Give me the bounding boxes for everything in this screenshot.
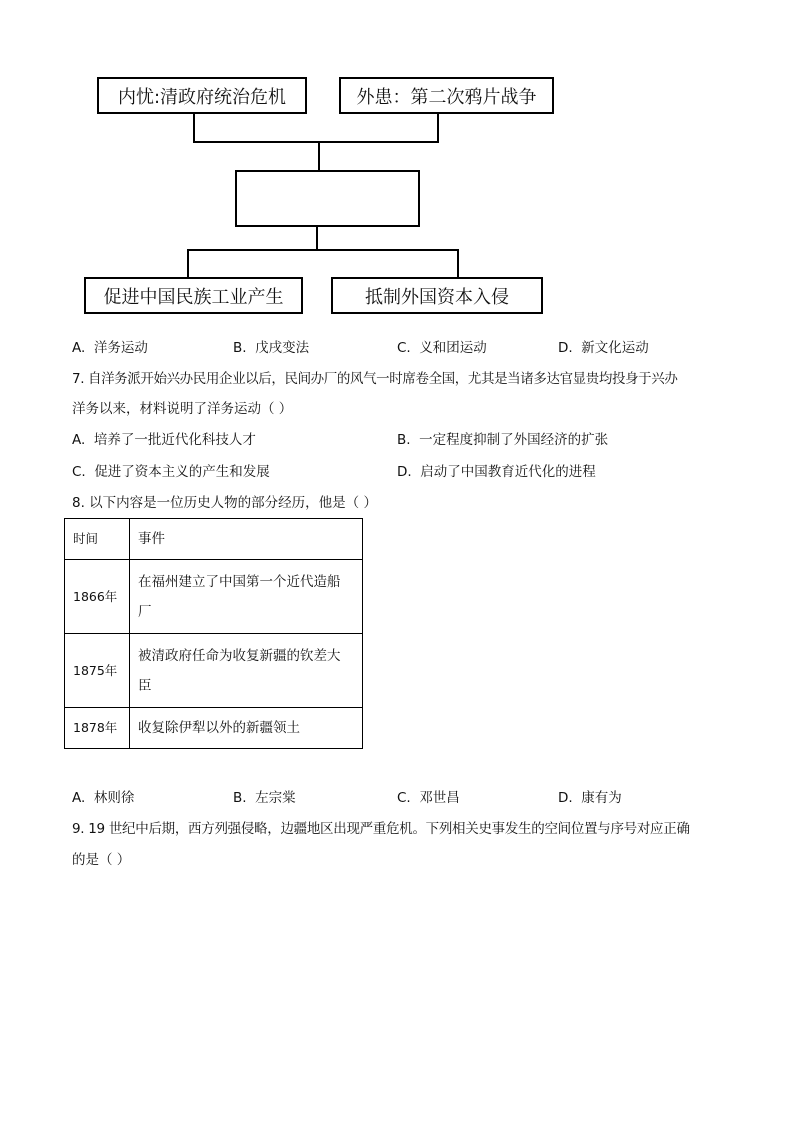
table-row [65,634,363,708]
q9-stem-line1: 9. 19 世纪中后期，西方列强侵略，边疆地区出现严重危机。下列相关史事发生的空间位置与序号对应正确 [72,821,690,837]
q8-option-c[interactable]: C. 邓世昌 [397,790,460,806]
connector-line [193,141,439,143]
connector-line [457,249,459,277]
connector-line [187,249,189,277]
q9-stem-line2: 的是（ ） [72,852,131,868]
diagram-box-label: 内忧:清政府统治危机 [117,86,287,108]
q8-option-a[interactable]: A. 林则徐 [72,790,135,806]
q7-option-a[interactable]: A. 培养了一批近代化科技人才 [72,432,256,448]
diagram-box-label: 外患：第二次鸦片战争 [356,86,537,108]
diagram-box-external-crisis [339,77,554,114]
q8-history-table [64,518,363,749]
q6-option-a[interactable]: A. 洋务运动 [72,340,148,356]
diagram-box-label: 抵制外国资本入侵 [365,286,509,308]
diagram-box-answer-blank [235,170,420,227]
connector-line [437,114,439,142]
q8-stem: 8. 以下内容是一位历史人物的部分经历，他是（ ） [72,495,377,511]
q7-option-c[interactable]: C. 促进了资本主义的产生和发展 [72,464,270,480]
q7-stem-line1: 7. 自洋务派开始兴办民用企业以后，民间办厂的风气一时席卷全国，尤其是当诸多达官显贵均投身于兴办 [72,371,678,387]
table-cell-event: 被清政府任命为收复新疆的钦差大 臣 [130,634,363,708]
connector-line [318,141,320,171]
q8-option-b[interactable]: B. 左宗棠 [233,790,296,806]
table-cell-year: 1878年 [65,708,130,749]
diagram-box-internal-crisis [97,77,307,114]
table-header-cell: 事件 [130,519,363,560]
connector-line [316,227,318,250]
diagram-box-national-industry [84,277,303,314]
connector-line [187,249,459,251]
table-cell-event: 收复除伊犁以外的新疆领土 [130,708,363,749]
q7-option-d[interactable]: D. 启动了中国教育近代化的进程 [397,464,596,480]
table-cell-year: 1866年 [65,560,130,634]
q7-option-b[interactable]: B. 一定程度抑制了外国经济的扩张 [397,432,609,448]
q6-option-d[interactable]: D. 新文化运动 [558,340,649,356]
table-cell-event: 在福州建立了中国第一个近代造船 厂 [130,560,363,634]
q6-option-c[interactable]: C. 义和团运动 [397,340,487,356]
q8-option-d[interactable]: D. 康有为 [558,790,622,806]
q6-option-b[interactable]: B. 戊戌变法 [233,340,310,356]
table-row [65,708,363,749]
diagram-box-label: 促进中国民族工业产生 [103,286,284,308]
q7-stem-line2: 洋务以来，材料说明了洋务运动（ ） [72,401,293,417]
table-row [65,560,363,634]
table-header-row [65,519,363,560]
connector-line [193,114,195,142]
diagram-box-resist-foreign-capital [331,277,543,314]
table-cell-year: 1875年 [65,634,130,708]
table-header-cell: 时间 [65,519,130,560]
